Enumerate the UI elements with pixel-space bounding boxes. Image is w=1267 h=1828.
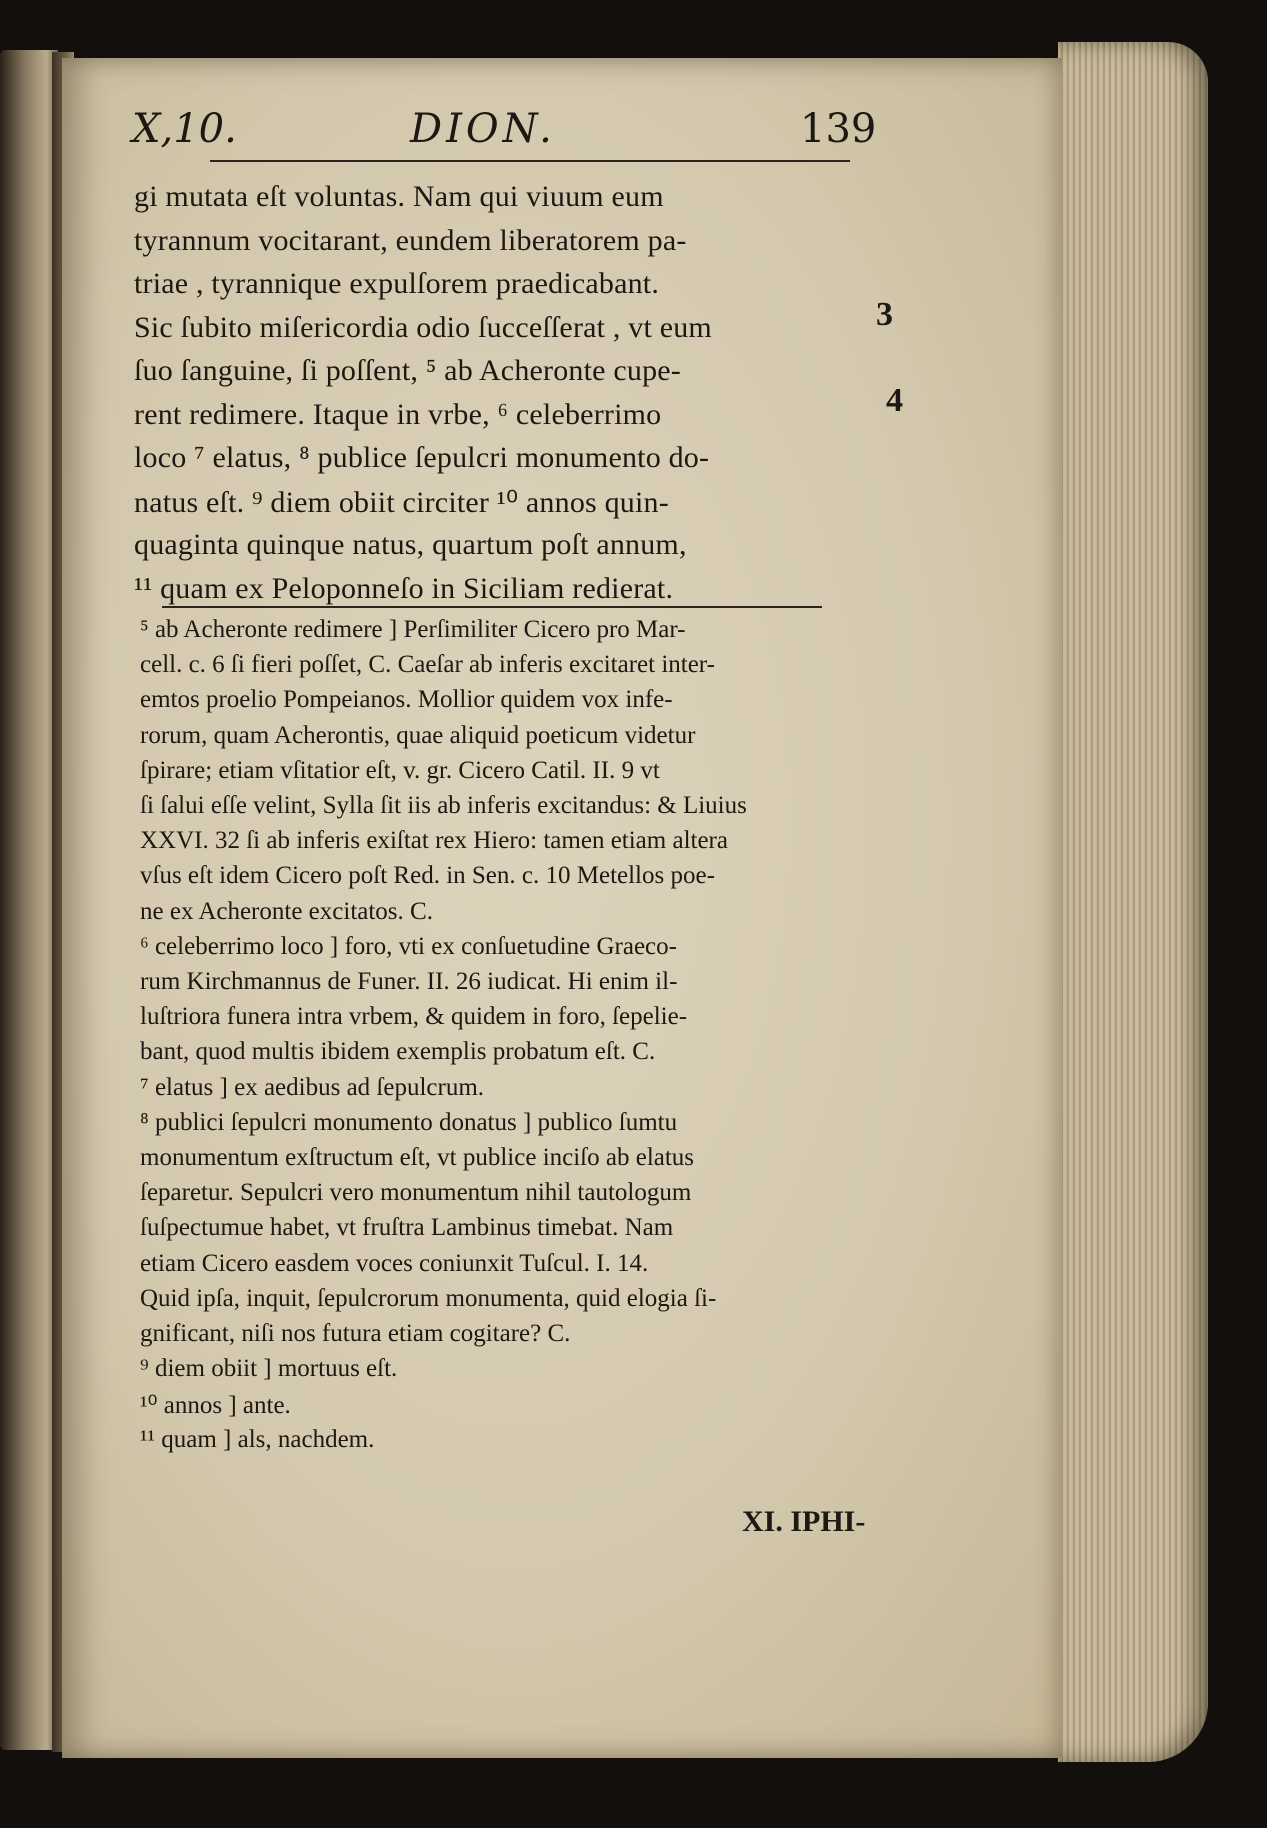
footnote-line: Quid ipſa, inquit, ſepulcrorum monumenta, quid elogia ſi- bbox=[140, 1284, 717, 1312]
footnote-line: rorum, quam Acherontis, quae aliquid poeticum videtur bbox=[140, 721, 696, 749]
running-head-title: DION. bbox=[410, 106, 556, 152]
margin-number-3: 3 bbox=[876, 296, 893, 333]
main-text-line: tyrannum vocitarant, eundem liberatorem pa- bbox=[134, 223, 687, 257]
footnote-line: rum Kirchmannus de Funer. II. 26 iudicat. Hi enim il- bbox=[140, 968, 678, 995]
footnote-line: ⁶ celeberrimo loco ] foro, vti ex conſuetudine Graeco- bbox=[140, 932, 677, 960]
main-text-line: gi mutata eſt voluntas. Nam qui viuum eum bbox=[134, 180, 664, 213]
footnote-line: bant, quod multis ibidem exemplis probatum eſt. C. bbox=[140, 1038, 656, 1066]
main-text-line: Sic ſubito miſericordia odio ſucceſſerat , vt eum bbox=[134, 310, 712, 344]
header-rule bbox=[210, 160, 850, 162]
footnote-line: ¹⁰ annos ] ante. bbox=[140, 1392, 291, 1420]
footnote-line: gnificant, niſi nos futura etiam cogitare? C. bbox=[140, 1320, 571, 1347]
main-text-line: rent redimere. Itaque in vrbe, ⁶ celeberrimo bbox=[134, 397, 662, 431]
footnote-line: ne ex Acheronte excitatos. C. bbox=[140, 897, 433, 925]
catchword: XI. IPHI- bbox=[742, 1505, 866, 1538]
footnote-line: ⁷ elatus ] ex aedibus ad ſepulcrum. bbox=[140, 1073, 485, 1101]
footnote-line: ⁹ diem obiit ] mortuus eſt. bbox=[140, 1355, 398, 1383]
main-text-line: ¹¹ quam ex Peloponneſo in Siciliam redierat. bbox=[134, 571, 674, 605]
footnote-line: ſi ſalui eſſe velint, Sylla ſit iis ab inferis excitandus: & Liuius bbox=[140, 792, 747, 819]
left-page-edge bbox=[0, 50, 58, 1750]
footnote-line: emtos proelio Pompeianos. Mollior quidem vox infe- bbox=[140, 686, 673, 714]
footnote-line: etiam Cicero easdem voces coniunxit Tuſcul. I. 14. bbox=[140, 1249, 649, 1277]
footnote-line: cell. c. 6 ſi fieri poſſet, C. Caeſar ab inferis excitaret inter- bbox=[140, 651, 715, 679]
footnote-line: ſuſpectumue habet, vt fruſtra Lambinus timebat. Nam bbox=[140, 1214, 674, 1242]
page-number: 139 bbox=[800, 106, 877, 152]
footnote-line: ſpirare; etiam vſitatior eſt, v. gr. Cicero Catil. II. 9 vt bbox=[140, 756, 660, 784]
running-head-left: X,10. bbox=[132, 106, 237, 152]
page-block-edges bbox=[1058, 42, 1208, 1762]
main-text-line: quaginta quinque natus, quartum poſt annum, bbox=[134, 528, 687, 561]
footnote-line: luſtriora funera intra vrbem, & quidem in foro, ſepelie- bbox=[140, 1003, 688, 1031]
main-text-line: triae , tyrannique expulſorem praedicabant. bbox=[134, 267, 660, 300]
footnote-rule bbox=[162, 606, 822, 608]
footnote-line: ⁵ ab Acheronte redimere ] Perſimiliter Cicero pro Mar- bbox=[140, 616, 686, 643]
main-text-line: natus eſt. ⁹ diem obiit circiter ¹⁰ annos quin- bbox=[134, 485, 669, 519]
footnote-line: ¹¹ quam ] als, nachdem. bbox=[140, 1425, 375, 1453]
footnote-line: vſus eſt idem Cicero poſt Red. in Sen. c. 10 Metellos poe- bbox=[140, 862, 715, 890]
main-text-line: ſuo ſanguine, ſi poſſent, ⁵ ab Acheronte cupe- bbox=[134, 354, 682, 387]
margin-number-4: 4 bbox=[886, 382, 903, 419]
footnote-line: ſeparetur. Sepulcri vero monumentum nihil tautologum bbox=[140, 1179, 692, 1207]
main-text-line: loco ⁷ elatus, ⁸ publice ſepulcri monumento do- bbox=[134, 441, 710, 474]
footnote-line: monumentum exſtructum eſt, vt publice inciſo ab elatus bbox=[140, 1144, 695, 1171]
footnote-line: ⁸ publici ſepulcri monumento donatus ] publico ſumtu bbox=[140, 1108, 678, 1136]
footnote-line: XXVI. 32 ſi ab inferis exiſtat rex Hiero: tamen etiam altera bbox=[140, 827, 728, 855]
